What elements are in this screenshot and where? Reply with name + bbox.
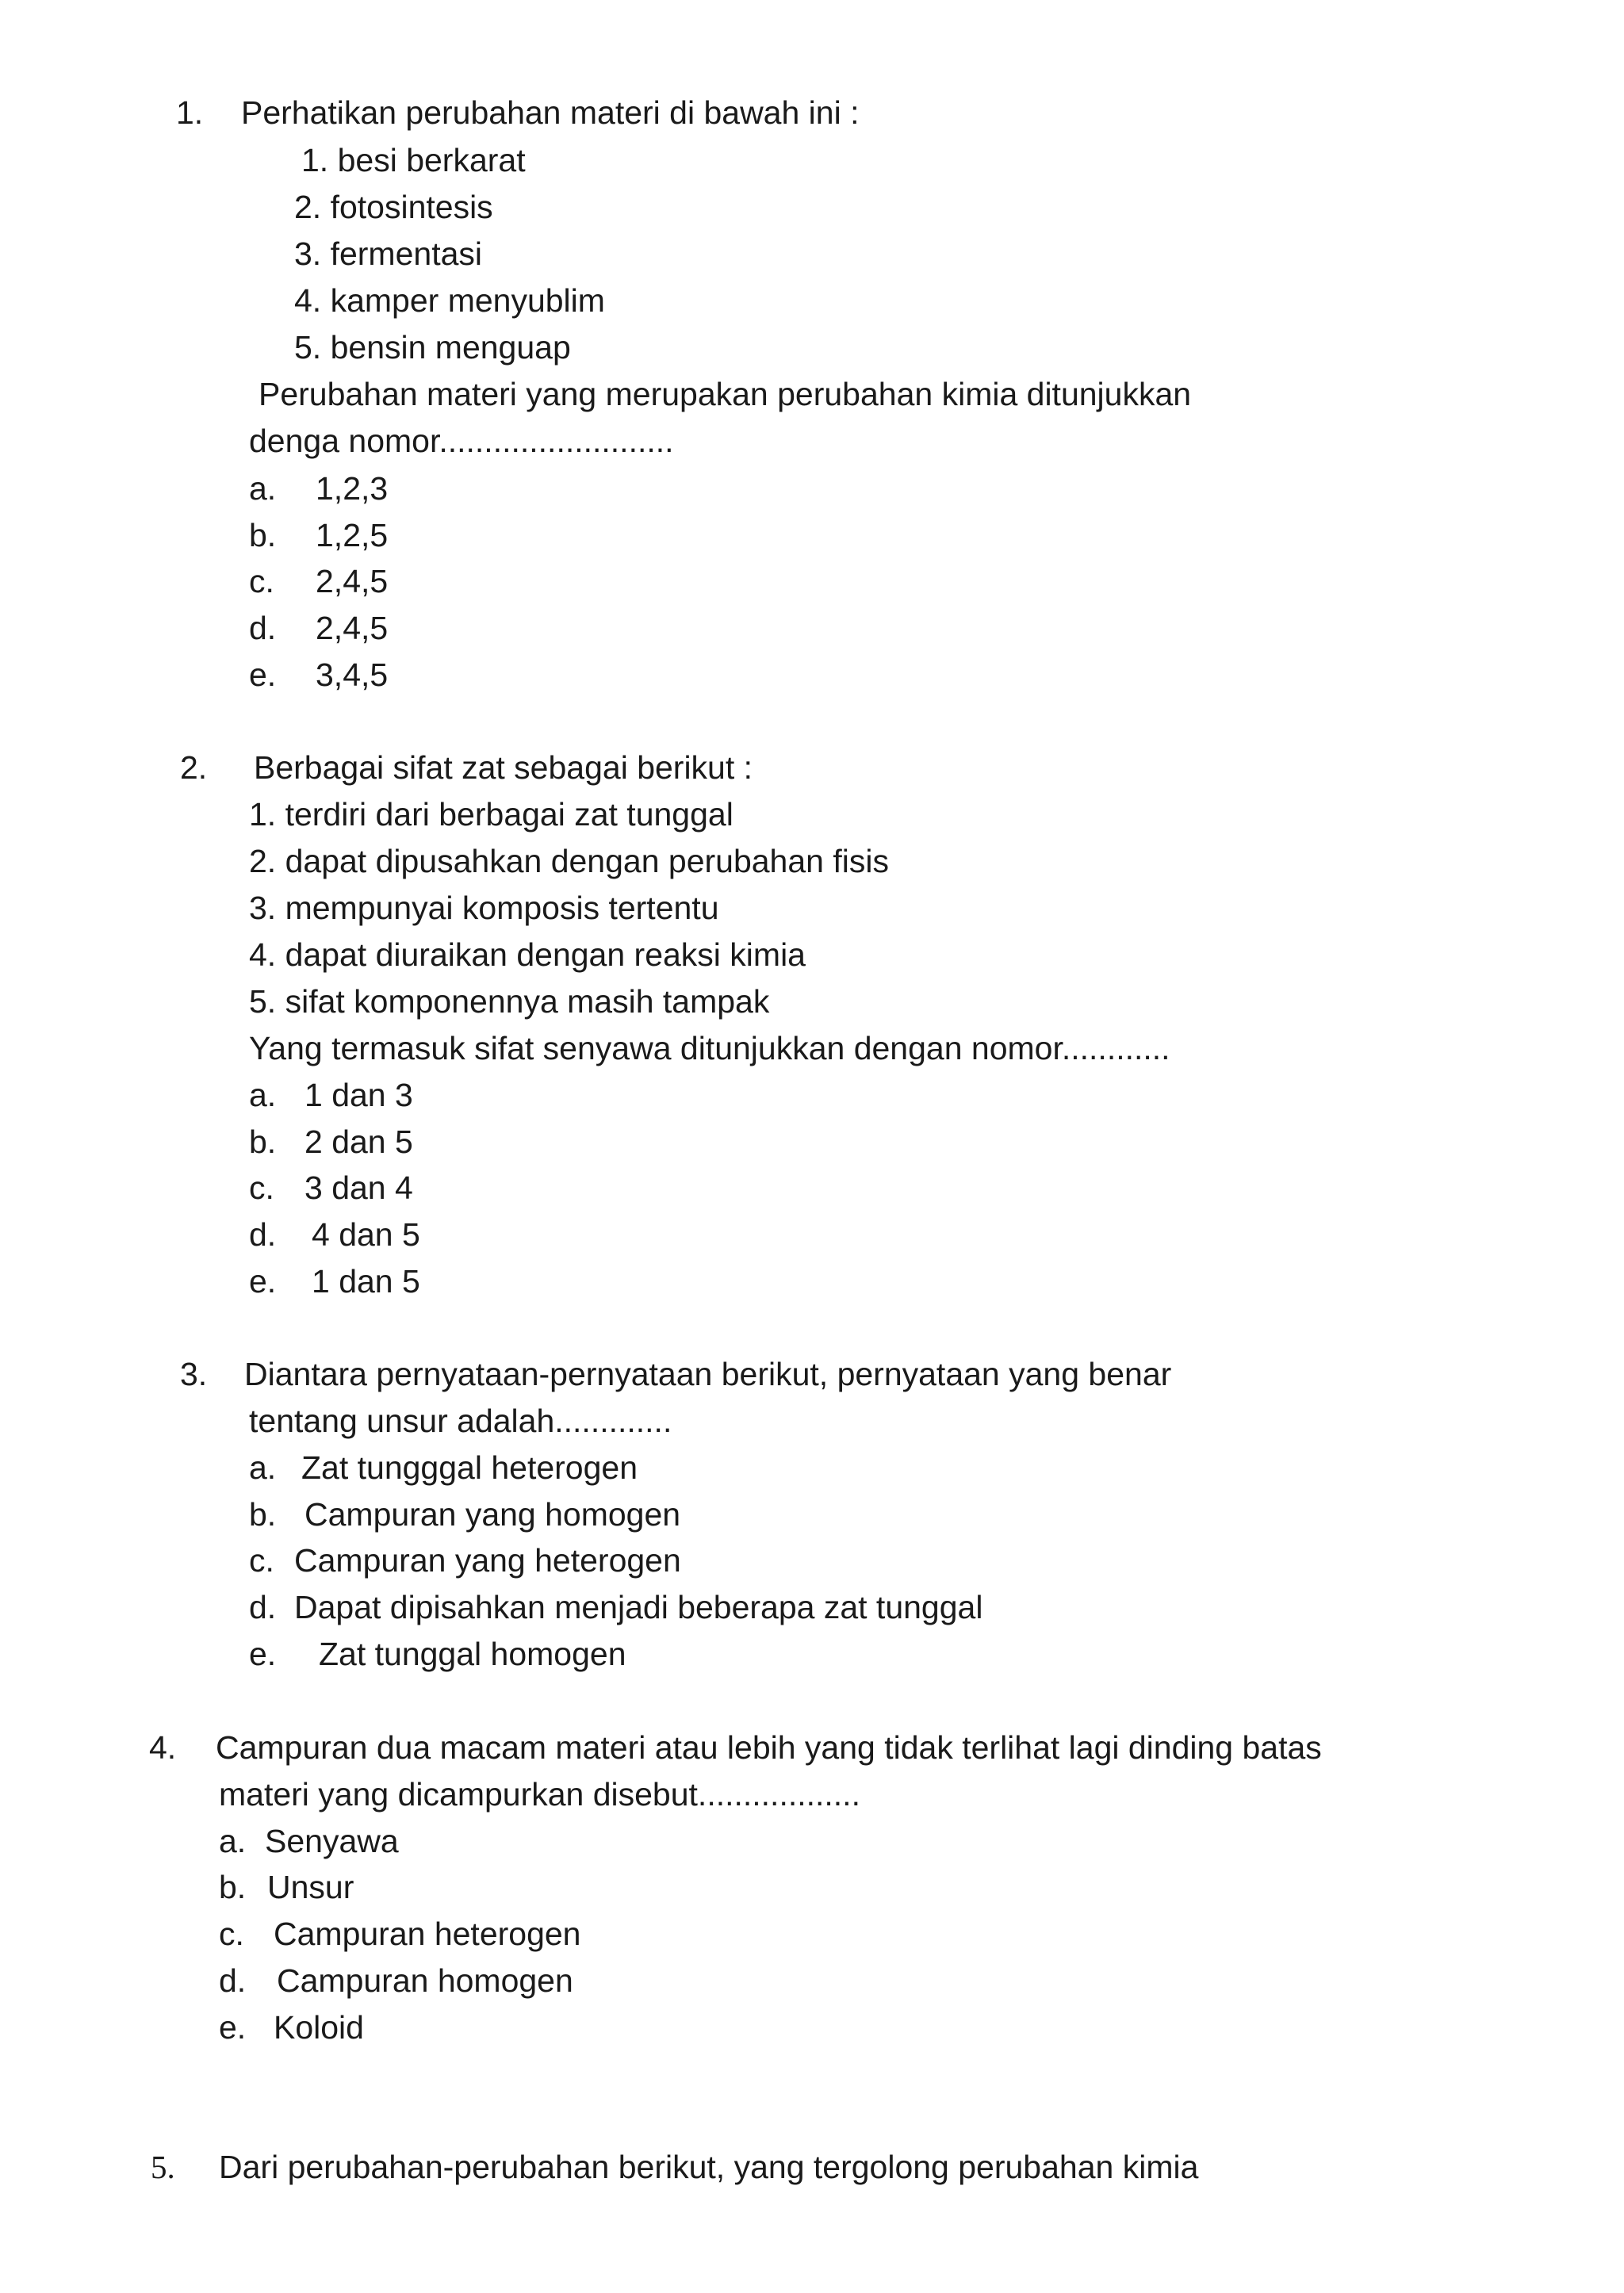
option-letter: d. <box>249 1589 277 1625</box>
option-text: 2 dan 5 <box>304 1124 413 1160</box>
question-3-stem-cont: tentang unsur adalah............. <box>249 1403 672 1439</box>
question-2-item: 2. dapat dipusahkan dengan perubahan fisis <box>249 843 889 879</box>
option-letter: e. <box>219 2009 247 2046</box>
option-letter: d. <box>219 1962 247 1999</box>
option-text: Campuran homogen <box>277 1962 573 1999</box>
option-text: 1,2,5 <box>316 517 389 553</box>
question-3-stem: Diantara pernyataan-pernyataan berikut, pernyataan yang benar <box>244 1356 1172 1392</box>
option-text: 3,4,5 <box>316 657 389 693</box>
option-letter: d. <box>249 1216 277 1253</box>
question-1-number: 1. <box>176 94 204 131</box>
question-4-number: 4. <box>149 1729 177 1766</box>
question-1-item: 1. besi berkarat <box>301 142 526 178</box>
question-5-stem: Dari perubahan-perubahan berikut, yang tergolong perubahan kimia <box>219 2149 1199 2185</box>
option-letter: e. <box>249 1263 277 1300</box>
option-text: 1,2,3 <box>316 470 389 507</box>
option-letter: c. <box>249 1169 274 1206</box>
option-letter: a. <box>249 1449 277 1486</box>
option-text: 4 dan 5 <box>312 1216 420 1253</box>
option-text: 1 dan 5 <box>312 1263 420 1300</box>
option-text: Campuran heterogen <box>274 1916 581 1952</box>
option-text: 2,4,5 <box>316 563 389 599</box>
question-1-item: 5. bensin menguap <box>294 329 571 366</box>
question-4-stem: Campuran dua macam materi atau lebih yang tidak terlihat lagi dinding batas <box>216 1729 1322 1766</box>
option-text: 3 dan 4 <box>304 1169 413 1206</box>
option-letter: c. <box>249 1542 274 1579</box>
question-2-item: 4. dapat diuraikan dengan reaksi kimia <box>249 936 806 973</box>
question-2-item: 1. terdiri dari berbagai zat tunggal <box>249 796 733 833</box>
option-text: 1 dan 3 <box>304 1077 413 1113</box>
option-text: Campuran yang heterogen <box>294 1542 681 1579</box>
option-letter: a. <box>249 470 277 507</box>
option-letter: e. <box>249 657 277 693</box>
question-1-item: 2. fotosintesis <box>294 189 493 225</box>
question-2-item: 3. mempunyai komposis tertentu <box>249 890 719 926</box>
question-1-item: 3. fermentasi <box>294 235 482 272</box>
question-2-prompt: Yang termasuk sifat senyawa ditunjukkan dengan nomor............ <box>249 1030 1170 1066</box>
question-1-item: 4. kamper menyublim <box>294 282 605 319</box>
option-letter: b. <box>249 1496 277 1533</box>
option-text: 2,4,5 <box>316 610 389 646</box>
question-1-prompt: Perubahan materi yang merupakan perubahan kimia ditunjukkan <box>259 376 1192 412</box>
option-letter: b. <box>249 1124 277 1160</box>
option-text: Campuran yang homogen <box>304 1496 681 1533</box>
option-text: Dapat dipisahkan menjadi beberapa zat tunggal <box>294 1589 983 1625</box>
option-letter: a. <box>219 1823 247 1859</box>
option-letter: d. <box>249 610 277 646</box>
option-text: Zat tunggal homogen <box>319 1636 626 1672</box>
question-5-number: 5. <box>151 2149 175 2185</box>
option-text: Koloid <box>274 2009 364 2046</box>
option-text: Zat tungggal heterogen <box>301 1449 638 1486</box>
option-letter: a. <box>249 1077 277 1113</box>
question-2-stem: Berbagai sifat zat sebagai berikut : <box>254 749 753 786</box>
option-letter: c. <box>249 563 274 599</box>
question-3-number: 3. <box>180 1356 208 1392</box>
question-1-prompt-cont: denga nomor.......................... <box>249 423 674 459</box>
question-4-stem-cont: materi yang dicampurkan disebut.................. <box>219 1776 860 1813</box>
question-2-item: 5. sifat komponennya masih tampak <box>249 983 770 1020</box>
option-letter: b. <box>219 1869 247 1905</box>
question-1-stem: Perhatikan perubahan materi di bawah ini : <box>241 94 860 131</box>
option-text: Senyawa <box>265 1823 399 1859</box>
option-letter: c. <box>219 1916 244 1952</box>
option-letter: b. <box>249 517 277 553</box>
option-letter: e. <box>249 1636 277 1672</box>
option-text: Unsur <box>267 1869 354 1905</box>
question-2-number: 2. <box>180 749 208 786</box>
